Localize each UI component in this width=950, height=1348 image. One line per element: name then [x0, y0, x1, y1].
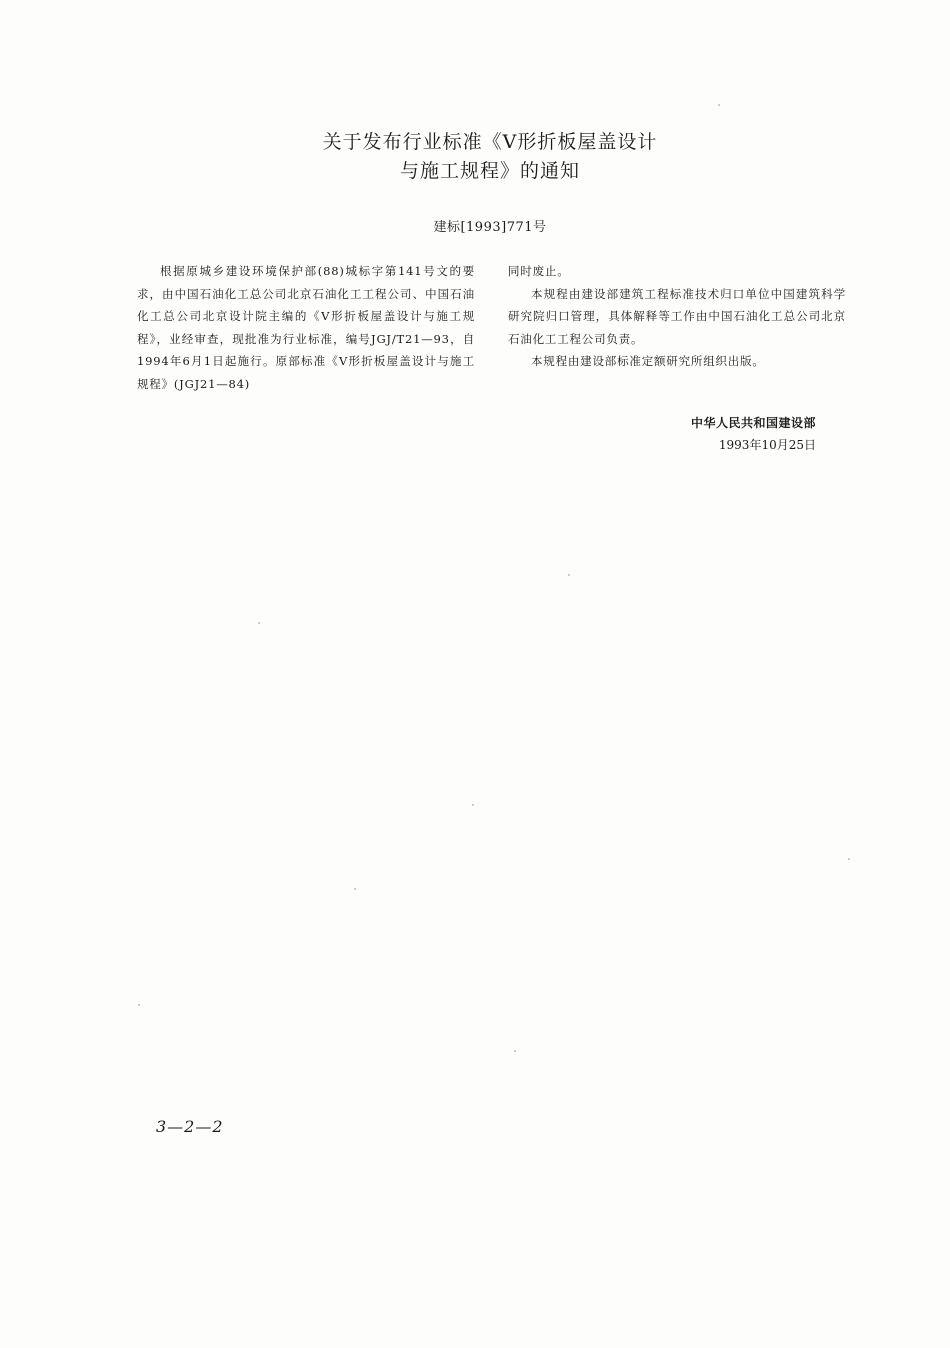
- scan-speck: [472, 804, 474, 806]
- title-line-2: 与施工规程》的通知: [399, 160, 580, 182]
- scan-speck: [568, 574, 570, 576]
- scan-speck: [354, 888, 356, 890]
- paragraph-approval: 根据原城乡建设环境保护部(88)城标字第141号文的要求，由中国石油化工总公司北京石油化工工程公司、中国石油化工总公司北京设计院主编的《V形折板屋盖设计与施工规程》，业经审查，现批准为行业标准，编号JGJ/T21—93，自1994年6月1日起施行。原部标准《V形折板屋盖设计与施工规程》(JGJ21—84): [137, 264, 475, 391]
- scan-speck: [718, 104, 720, 106]
- paragraph-continuation: 同时废止。: [508, 264, 570, 278]
- signature-block: [691, 412, 816, 456]
- body-column-left: [137, 260, 475, 396]
- body-column-right: [508, 260, 846, 373]
- issuing-organization: 中华人民共和国建设部: [690, 416, 816, 430]
- document-number: 建标[1993]771号: [433, 220, 547, 235]
- scan-speck: [258, 622, 260, 624]
- page-number: 3—2—2: [156, 1117, 224, 1136]
- paragraph-management: 本规程由建设部建筑工程标准技术归口单位中国建筑科学研究院归口管理，具体解释等工作由中国石油化工总公司北京石油化工工程公司负责。: [508, 286, 846, 346]
- scan-speck: [848, 858, 850, 860]
- scan-speck: [138, 1004, 140, 1006]
- paragraph-publication: 本规程由建设部标准定额研究所组织出版。: [531, 354, 765, 369]
- title-line-1: 关于发布行业标准《V形折板屋盖设计: [322, 131, 658, 153]
- issue-date: 1993年10月25日: [718, 438, 816, 452]
- notice-title: [230, 128, 750, 186]
- scan-speck: [514, 1050, 516, 1052]
